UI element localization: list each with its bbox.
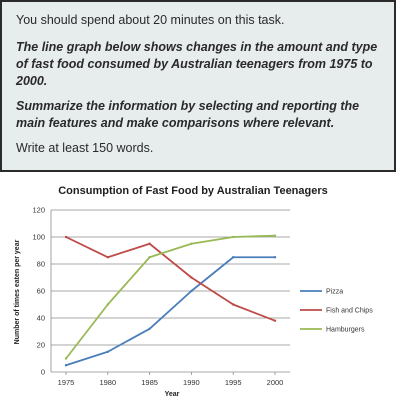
y-tick-label-80: 80 [36, 259, 45, 269]
y-tick-label-60: 60 [36, 286, 45, 296]
series-line-hamburgers [66, 236, 275, 359]
x-tick-label-1980: 1980 [99, 378, 117, 387]
data-point-hamburgers-1975 [65, 357, 67, 359]
x-tick-label-1990: 1990 [183, 378, 200, 387]
task-intro-text: You should spend about 20 minutes on this task. [16, 13, 285, 27]
data-point-fish-and-chips-2000 [274, 320, 276, 322]
y-tick-label-120: 120 [32, 205, 45, 215]
data-point-fish-and-chips-1995 [232, 303, 234, 305]
axes [32, 206, 290, 388]
legend [300, 289, 373, 334]
data-point-fish-and-chips-1975 [65, 236, 67, 238]
series-line-pizza [66, 257, 275, 365]
data-point-hamburgers-1985 [148, 256, 150, 258]
y-tick-label-100: 100 [32, 232, 45, 242]
x-axis-label: Year [164, 391, 180, 398]
chart-title: Consumption of Fast Food by Australian Teenagers [58, 185, 328, 197]
task-instructions-box [0, 0, 396, 172]
data-point-pizza-1980 [107, 351, 109, 353]
data-point-pizza-1985 [148, 328, 150, 330]
x-tick-label-1975: 1975 [57, 378, 75, 387]
task-word-count-text: Write at least 150 words. [16, 141, 154, 155]
data-point-hamburgers-2000 [274, 234, 276, 236]
data-point-pizza-2000 [274, 256, 276, 258]
task-prompt-text: The line graph below shows changes in the amount and type of fast food consumed by Australian teenagers from 1975 to 2000. [16, 40, 378, 88]
gridlines [51, 210, 290, 345]
data-point-pizza-1990 [190, 290, 192, 292]
data-point-fish-and-chips-1985 [148, 243, 150, 245]
y-tick-label-20: 20 [36, 340, 45, 350]
y-tick-label-40: 40 [36, 313, 45, 323]
data-point-pizza-1995 [232, 256, 234, 258]
task-instruction-text: Summarize the information by selecting and reporting the main features and make comparisons where relevant. [16, 99, 360, 130]
data-point-hamburgers-1995 [232, 236, 234, 238]
legend-label-pizza: Pizza [326, 288, 344, 296]
y-tick-label-0: 0 [40, 367, 45, 377]
line-chart [0, 174, 396, 400]
legend-label-fish-and-chips: Fish and Chips [326, 307, 373, 315]
legend-label-hamburgers: Hamburgers [326, 326, 365, 334]
data-point-pizza-1975 [65, 364, 67, 366]
chart-canvas [0, 174, 396, 400]
series-lines [65, 234, 276, 366]
x-tick-label-2000: 2000 [266, 378, 284, 387]
data-point-hamburgers-1980 [107, 303, 109, 305]
x-tick-label-1995: 1995 [224, 378, 242, 387]
data-point-hamburgers-1990 [190, 243, 192, 245]
data-point-fish-and-chips-1980 [107, 256, 109, 258]
x-tick-label-1985: 1985 [141, 378, 158, 387]
y-axis-label: Number of times eaten per year [14, 239, 21, 345]
data-point-fish-and-chips-1990 [190, 276, 192, 278]
